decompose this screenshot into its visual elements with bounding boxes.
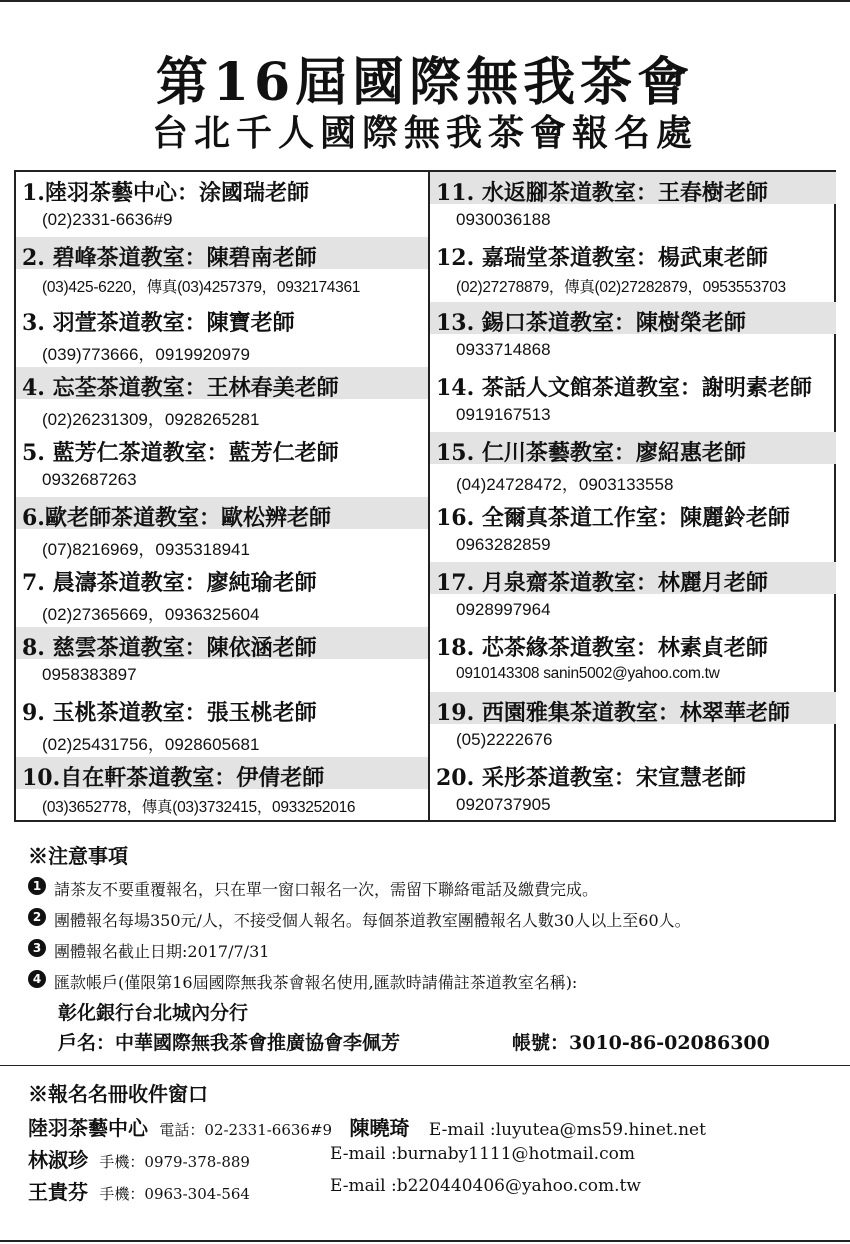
note-item: [28, 939, 838, 962]
entry-2: [16, 237, 428, 302]
entry-name: 17. 月泉齋茶道教室：林麗月老師: [436, 570, 768, 596]
entry-contact: 0910143308 sanin5002@yahoo.com.tw: [456, 665, 720, 682]
entry-name: 5. 藍芳仁茶道教室：藍芳仁老師: [22, 440, 339, 466]
page-subtitle: 台北千人國際無我茶會報名處: [151, 112, 698, 154]
entry-5: [16, 432, 428, 497]
entry-8: [16, 627, 428, 692]
entry-4: [16, 367, 428, 432]
entry-contact: (02)2331-6636#9: [42, 210, 173, 229]
entry-contact: (039)773666，0919920979: [42, 345, 250, 364]
entry-contact: 0933714868: [456, 340, 551, 359]
note-item: [28, 908, 838, 931]
entry-name: 19. 西園雅集茶道教室：林翠華老師: [436, 700, 790, 726]
bottom-rule: [0, 1240, 850, 1242]
phone-text: 電話：02-2331-6636#9: [159, 1121, 333, 1139]
note-item: [28, 877, 838, 900]
entry-19: [430, 692, 836, 757]
note-item: [28, 970, 838, 993]
org-name: 陸羽茶藝中心: [28, 1116, 148, 1140]
number-badge-icon: 1: [28, 877, 46, 895]
entry-15: [430, 432, 836, 497]
entry-name: 4. 忘荃茶道教室：王林春美老師: [22, 375, 339, 401]
entry-1: [16, 172, 428, 237]
registration-table: [14, 170, 836, 822]
entry-3: [16, 302, 428, 367]
entry-contact: (05)2222676: [456, 730, 553, 749]
left-column: [16, 172, 430, 820]
number-badge-icon: 2: [28, 908, 46, 926]
email-link[interactable]: E-mail :burnaby1111@hotmail.com: [330, 1144, 635, 1164]
contact-row-1: [28, 1112, 706, 1141]
entry-name: 1.陸羽茶藝中心：涂國瑞老師: [22, 180, 309, 206]
entry-name: 11. 水返腳茶道教室：王春樹老師: [436, 180, 768, 206]
entry-18: [430, 627, 836, 692]
contact-row-2: [28, 1144, 635, 1173]
entry-name: 2. 碧峰茶道教室：陳碧南老師: [22, 245, 317, 271]
note-text: 團體報名截止日期:2017/7/31: [54, 942, 270, 961]
receiving-section: [28, 1078, 838, 1204]
entry-name: 20. 采彤茶道教室：宋宣慧老師: [436, 765, 746, 791]
entry-name: 6.歐老師茶道教室：歐松辨老師: [22, 505, 331, 531]
entry-name: 13. 錫口茶道教室：陳樹榮老師: [436, 310, 746, 336]
contact-row-3: [28, 1176, 641, 1205]
number-badge-icon: 4: [28, 970, 46, 988]
entry-name: 15. 仁川茶藝教室：廖紹惠老師: [436, 440, 746, 466]
bank-name: 彰化銀行台北城內分行: [58, 1002, 249, 1024]
notes-section: [28, 840, 838, 993]
section-divider: [0, 1065, 850, 1066]
entry-name: 10.自在軒茶道教室：伊倩老師: [22, 765, 325, 791]
entry-14: [430, 367, 836, 432]
entry-16: [430, 497, 836, 562]
entry-12: [430, 237, 836, 302]
entry-7: [16, 562, 428, 627]
right-column: [430, 172, 836, 820]
entry-name: 9. 玉桃茶道教室：張玉桃老師: [22, 700, 317, 726]
entry-contact: (02)27365669，0936325604: [42, 605, 260, 624]
entry-name: 18. 芯茶緣茶道教室：林素貞老師: [436, 635, 768, 661]
entry-contact: (02)26231309，0928265281: [42, 410, 260, 429]
entry-contact: (07)8216969，0935318941: [42, 540, 250, 559]
entry-name: 3. 羽萱茶道教室：陳寶老師: [22, 310, 295, 336]
entry-11: [430, 172, 836, 237]
entry-contact: 0932687263: [42, 470, 137, 489]
note-text: 團體報名每場350元/人，不接受個人報名。每個茶道教室團體報名人數30人以上至60人。: [54, 911, 691, 930]
number-badge-icon: 3: [28, 939, 46, 957]
entry-6: [16, 497, 428, 562]
top-rule: [0, 0, 850, 2]
phone-text: 手機：0979-378-889: [99, 1153, 250, 1171]
person-name: 林淑珍: [28, 1148, 88, 1172]
entry-name: 16. 全爾真茶道工作室：陳麗鈴老師: [436, 505, 790, 531]
entry-contact: 0920737905: [456, 795, 551, 814]
entry-name: 12. 嘉瑞堂茶道教室：楊武東老師: [436, 245, 768, 271]
entry-name: 7. 晨濤茶道教室：廖純瑜老師: [22, 570, 317, 596]
entry-20: [430, 757, 836, 822]
entry-name: 8. 慈雲茶道教室：陳依涵老師: [22, 635, 317, 661]
person-name: 王貴芬: [28, 1180, 88, 1204]
person-name: 陳曉琦: [349, 1116, 410, 1140]
account-holder: 戶名：中華國際無我茶會推廣協會李佩芳: [58, 1032, 401, 1054]
receiving-heading: ※報名名冊收件窗口: [28, 1082, 208, 1106]
note-text: 請茶友不要重覆報名，只在單一窗口報名一次，需留下聯絡電話及繳費完成。: [54, 880, 599, 899]
entry-contact: 0930036188: [456, 210, 551, 229]
entry-17: [430, 562, 836, 627]
entry-contact: 0928997964: [456, 600, 551, 619]
entry-contact: 0958383897: [42, 665, 137, 684]
entry-contact: (02)25431756，0928605681: [42, 735, 260, 754]
entry-contact: (02)27278879，傳真(02)27282879，0953553703: [456, 279, 786, 296]
entry-name: 14. 茶話人文館茶道教室：謝明素老師: [436, 375, 812, 401]
page-title: 第16屆國際無我茶會: [155, 52, 695, 113]
entry-9: [16, 692, 428, 757]
entry-contact: (04)24728472，0903133558: [456, 475, 674, 494]
notes-heading: ※注意事項: [28, 844, 128, 868]
entry-contact: 0963282859: [456, 535, 551, 554]
email-link[interactable]: E-mail :b220440406@yahoo.com.tw: [330, 1176, 641, 1196]
entry-10: [16, 757, 428, 822]
note-text: 匯款帳戶(僅限第16屆國際無我茶會報名使用,匯款時請備註茶道教室名稱):: [54, 973, 578, 992]
entry-contact: (03)3652778，傳真(03)3732415，0933252016: [42, 799, 356, 816]
entry-contact: (03)425-6220，傳真(03)4257379，0932174361: [42, 279, 361, 296]
account-number: 帳號：3010-86-02086300: [512, 1032, 770, 1054]
email-link[interactable]: E-mail :luyutea@ms59.hinet.net: [428, 1120, 706, 1140]
phone-text: 手機：0963-304-564: [99, 1185, 250, 1203]
entry-13: [430, 302, 836, 367]
entry-contact: 0919167513: [456, 405, 551, 424]
